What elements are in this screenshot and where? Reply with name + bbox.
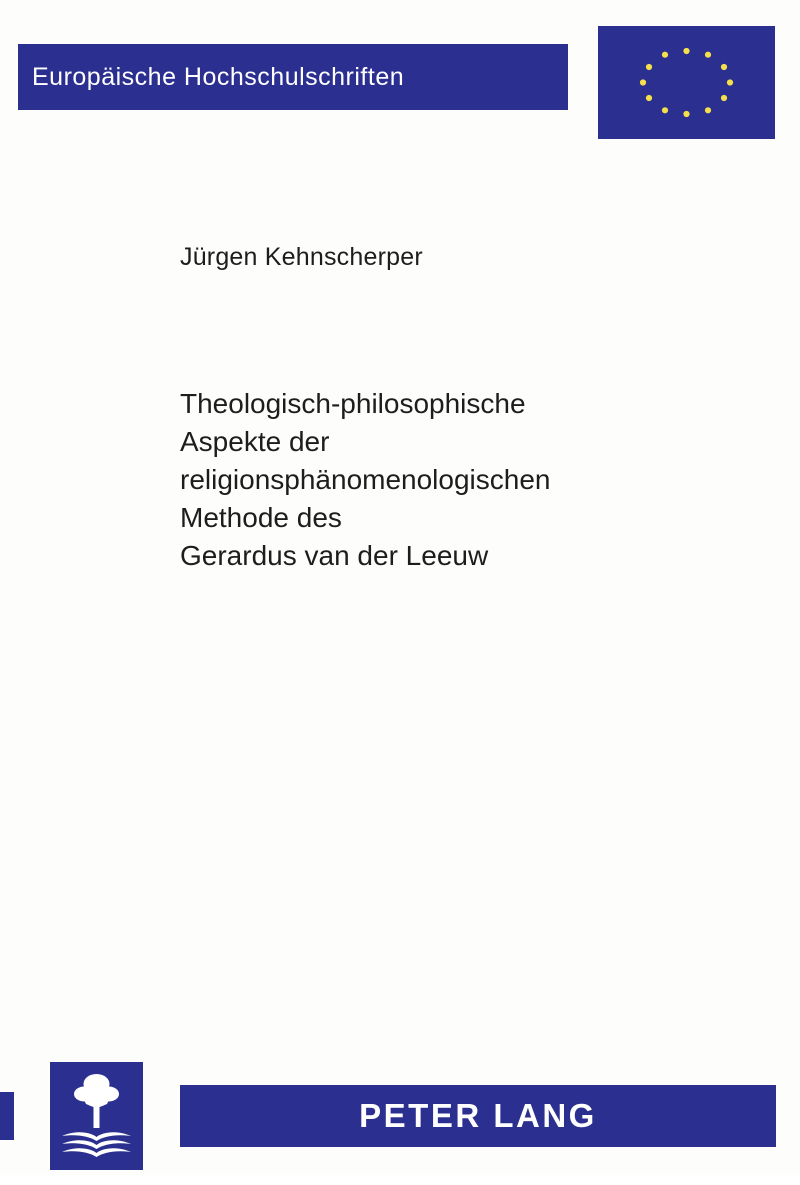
publisher-name: PETER LANG <box>359 1097 597 1134</box>
series-title: Europäische Hochschulschriften <box>32 62 405 91</box>
eu-stars-icon <box>598 26 775 139</box>
eu-flag-emblem <box>598 26 775 139</box>
title-line: Aspekte der <box>180 426 330 457</box>
title-line: Theologisch-philosophische <box>180 388 526 419</box>
title-line: Gerardus van der Leeuw <box>180 540 489 571</box>
author-name: Jürgen Kehnscherper <box>180 243 423 271</box>
series-banner <box>18 44 568 110</box>
peter-lang-tree-book-logo-icon <box>50 1062 143 1170</box>
title-line: religionsphänomenologischen <box>180 464 551 495</box>
spine-edge-block <box>0 1092 14 1140</box>
book-title <box>180 385 720 575</box>
title-line: Methode des <box>180 502 342 533</box>
publisher-banner <box>180 1085 776 1147</box>
publisher-logo <box>50 1062 143 1170</box>
bottom-margin-strip <box>0 1175 800 1185</box>
